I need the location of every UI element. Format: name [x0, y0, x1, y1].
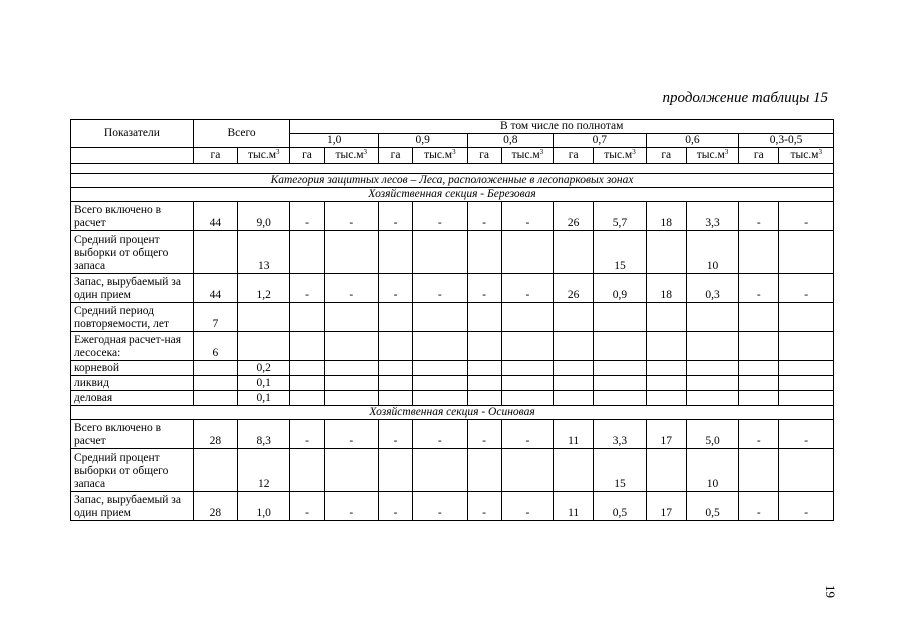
table-cell: 26 — [554, 274, 594, 303]
table-cell: 1,0 — [238, 492, 290, 521]
table-cell: - — [501, 202, 553, 231]
table-cell: 3,3 — [594, 420, 646, 449]
table-cell — [501, 391, 553, 406]
table-row — [71, 391, 834, 406]
table-cell — [413, 332, 467, 361]
table-cell — [238, 332, 290, 361]
table-cell: - — [413, 420, 467, 449]
row-label: Средний период повторяемости, лет — [71, 303, 194, 332]
table-row — [71, 492, 834, 521]
table-cell: - — [779, 420, 834, 449]
unit-volume-superscript: 3 — [275, 148, 280, 156]
table-cell — [739, 332, 779, 361]
row-label: Средний процент выборки от общего запаса — [71, 231, 194, 274]
table-cell — [193, 231, 237, 274]
table-cell: - — [324, 420, 378, 449]
table-cell — [554, 231, 594, 274]
table-cell — [413, 231, 467, 274]
table-cell — [594, 303, 646, 332]
table-cell — [739, 361, 779, 376]
table-cell — [467, 303, 501, 332]
table-cell: 0,5 — [594, 492, 646, 521]
table-cell: 17 — [646, 420, 686, 449]
table-cell — [501, 303, 553, 332]
table-cell: 15 — [594, 231, 646, 274]
table-cell — [554, 376, 594, 391]
header-breakdown: В том числе по полнотам — [290, 120, 834, 134]
header-unit-ha: га — [467, 148, 501, 164]
table-cell — [686, 361, 738, 376]
header-unit-ha: га — [378, 148, 412, 164]
table-cell — [324, 231, 378, 274]
table-row — [71, 231, 834, 274]
data-table — [70, 119, 834, 521]
table-cell: 1,2 — [238, 274, 290, 303]
table-cell — [646, 231, 686, 274]
spacer-row — [71, 164, 834, 174]
table-cell — [554, 449, 594, 492]
table-cell: - — [290, 492, 324, 521]
section-title: Хозяйственная секция - Березовая — [71, 188, 834, 202]
table-cell — [779, 449, 834, 492]
table-cell — [594, 332, 646, 361]
table-cell: - — [779, 274, 834, 303]
unit-volume-text: тыс.м — [696, 149, 725, 161]
table-cell: - — [378, 420, 412, 449]
header-unit-ha: га — [193, 148, 237, 164]
table-cell — [290, 391, 324, 406]
table-cell: - — [467, 202, 501, 231]
table-cell: - — [739, 420, 779, 449]
row-label: Запас, вырубаемый за один прием — [71, 492, 194, 521]
unit-volume-text: тыс.м — [511, 149, 540, 161]
table-cell — [686, 391, 738, 406]
table-cell — [467, 231, 501, 274]
table-cell — [378, 449, 412, 492]
header-density-group: 0,6 — [646, 134, 739, 148]
header-unit-ha: га — [290, 148, 324, 164]
table-cell: 11 — [554, 420, 594, 449]
table-cell — [646, 449, 686, 492]
header-total: Всего — [193, 120, 290, 148]
table-cell: 17 — [646, 492, 686, 521]
unit-volume-text: тыс.м — [790, 149, 819, 161]
table-cell: 0,5 — [686, 492, 738, 521]
unit-volume-superscript: 3 — [724, 148, 729, 156]
table-cell: - — [467, 492, 501, 521]
table-cell: - — [467, 420, 501, 449]
table-cell: - — [501, 420, 553, 449]
table-cell — [378, 231, 412, 274]
table-cell: 15 — [594, 449, 646, 492]
table-cell — [193, 376, 237, 391]
table-cell: - — [324, 274, 378, 303]
table-cell — [646, 303, 686, 332]
header-unit-volume — [324, 148, 378, 164]
table-cell — [378, 376, 412, 391]
table-cell — [779, 391, 834, 406]
table-cell: - — [739, 202, 779, 231]
table-cell: 10 — [686, 231, 738, 274]
table-cell: - — [779, 492, 834, 521]
table-cell: 18 — [646, 274, 686, 303]
table-cell: - — [324, 492, 378, 521]
table-cell: 0,3 — [686, 274, 738, 303]
table-cell — [413, 449, 467, 492]
table-cell — [324, 376, 378, 391]
table-row — [71, 274, 834, 303]
table-cell: 28 — [193, 492, 237, 521]
table-cell — [413, 303, 467, 332]
table-cell: - — [413, 274, 467, 303]
table-cell — [413, 391, 467, 406]
table-caption: продолжение таблицы 15 — [662, 90, 828, 106]
table-cell: - — [413, 202, 467, 231]
unit-volume-superscript: 3 — [818, 148, 822, 156]
table-cell — [378, 361, 412, 376]
header-unit-volume — [238, 148, 290, 164]
table-cell — [501, 332, 553, 361]
table-cell: 18 — [646, 202, 686, 231]
table-cell — [467, 376, 501, 391]
table-row — [71, 303, 834, 332]
table-row — [71, 420, 834, 449]
unit-volume-text: тыс.м — [335, 149, 364, 161]
table-cell — [324, 303, 378, 332]
row-label: Ежегодная расчет-ная лесосека: — [71, 332, 194, 361]
table-cell: - — [501, 492, 553, 521]
page-number: 19 — [823, 585, 838, 598]
table-row — [71, 449, 834, 492]
header-unit-ha: га — [646, 148, 686, 164]
table-cell: 8,3 — [238, 420, 290, 449]
table-cell: - — [378, 492, 412, 521]
table-cell: 3,3 — [686, 202, 738, 231]
header-empty-cell — [71, 148, 194, 164]
table-cell: 28 — [193, 420, 237, 449]
table-cell — [554, 303, 594, 332]
table-cell — [193, 361, 237, 376]
table-cell — [290, 449, 324, 492]
table-cell: 12 — [238, 449, 290, 492]
table-cell — [501, 231, 553, 274]
table-cell — [413, 376, 467, 391]
header-unit-volume — [501, 148, 553, 164]
table-cell — [324, 391, 378, 406]
table-cell — [739, 391, 779, 406]
unit-volume-superscript: 3 — [363, 148, 368, 156]
table-cell — [554, 391, 594, 406]
header-density-group: 0,8 — [467, 134, 554, 148]
table-cell — [554, 332, 594, 361]
table-cell — [467, 449, 501, 492]
unit-volume-superscript: 3 — [632, 148, 636, 156]
table-cell — [324, 361, 378, 376]
table-cell — [378, 332, 412, 361]
row-label: Всего включено в расчет — [71, 420, 194, 449]
table-cell: 9,0 — [238, 202, 290, 231]
table-cell — [779, 361, 834, 376]
header-density-group: 1,0 — [290, 134, 379, 148]
unit-volume-superscript: 3 — [539, 148, 544, 156]
table-cell — [779, 303, 834, 332]
table-row — [71, 361, 834, 376]
table-cell: 44 — [193, 274, 237, 303]
unit-volume-superscript: 3 — [452, 148, 456, 156]
table-cell: 5,7 — [594, 202, 646, 231]
table-cell: - — [779, 202, 834, 231]
table-cell — [594, 361, 646, 376]
table-cell — [238, 303, 290, 332]
table-cell: - — [324, 202, 378, 231]
section-title: Хозяйственная секция - Осиновая — [71, 406, 834, 420]
table-cell: 5,0 — [686, 420, 738, 449]
row-label: деловая — [71, 391, 194, 406]
header-density-group: 0,7 — [554, 134, 647, 148]
table-cell — [501, 449, 553, 492]
header-unit-volume — [594, 148, 646, 164]
table-cell: 0,1 — [238, 376, 290, 391]
table-cell: - — [413, 492, 467, 521]
table-cell: - — [501, 274, 553, 303]
table-cell: 11 — [554, 492, 594, 521]
table-cell — [594, 376, 646, 391]
table-cell: 10 — [686, 449, 738, 492]
table-cell — [686, 303, 738, 332]
table-row — [71, 376, 834, 391]
table-cell — [739, 376, 779, 391]
table-cell: - — [290, 274, 324, 303]
table-cell — [646, 361, 686, 376]
header-indicators: Показатели — [71, 120, 194, 148]
table-cell — [646, 391, 686, 406]
table-cell: - — [290, 202, 324, 231]
header-unit-volume — [413, 148, 467, 164]
row-label: Средний процент выборки от общего запаса — [71, 449, 194, 492]
table-cell: 0,9 — [594, 274, 646, 303]
table-cell — [193, 391, 237, 406]
table-cell — [594, 391, 646, 406]
header-unit-volume — [779, 148, 834, 164]
row-label: Всего включено в расчет — [71, 202, 194, 231]
table-cell: 6 — [193, 332, 237, 361]
table-cell — [739, 231, 779, 274]
table-cell — [739, 303, 779, 332]
table-cell — [378, 391, 412, 406]
header-density-group: 0,9 — [378, 134, 467, 148]
table-row — [71, 332, 834, 361]
table-cell — [378, 303, 412, 332]
unit-volume-text: тыс.м — [247, 149, 276, 161]
table-cell — [467, 391, 501, 406]
table-cell — [193, 449, 237, 492]
unit-volume-text: тыс.м — [424, 149, 453, 161]
table-cell: - — [378, 274, 412, 303]
table-cell: - — [739, 274, 779, 303]
table-cell — [413, 361, 467, 376]
table-cell: - — [739, 492, 779, 521]
table-cell — [467, 361, 501, 376]
table-cell: 44 — [193, 202, 237, 231]
category-title: Категория защитных лесов – Леса, расположенные в лесопарковых зонах — [71, 174, 834, 188]
table-cell — [290, 376, 324, 391]
row-label: корневой — [71, 361, 194, 376]
header-unit-ha: га — [739, 148, 779, 164]
table-cell — [290, 231, 324, 274]
table-cell — [501, 376, 553, 391]
table-cell — [646, 376, 686, 391]
table-cell: 0,1 — [238, 391, 290, 406]
header-unit-volume — [686, 148, 738, 164]
header-unit-ha: га — [554, 148, 594, 164]
table-cell — [646, 332, 686, 361]
header-density-group: 0,3-0,5 — [739, 134, 834, 148]
table-cell: - — [467, 274, 501, 303]
table-cell — [686, 376, 738, 391]
table-row — [71, 202, 834, 231]
row-label: ликвид — [71, 376, 194, 391]
table-cell — [554, 361, 594, 376]
table-cell — [779, 332, 834, 361]
table-cell: 7 — [193, 303, 237, 332]
table-cell — [739, 449, 779, 492]
table-cell — [686, 332, 738, 361]
table-cell: 13 — [238, 231, 290, 274]
table-cell: - — [378, 202, 412, 231]
table-cell — [501, 361, 553, 376]
table-cell — [290, 332, 324, 361]
table-cell — [290, 361, 324, 376]
table-cell — [290, 303, 324, 332]
table-cell — [324, 449, 378, 492]
table-cell: - — [290, 420, 324, 449]
table-cell: 0,2 — [238, 361, 290, 376]
unit-volume-text: тыс.м — [604, 149, 633, 161]
table-cell — [779, 231, 834, 274]
table-cell — [324, 332, 378, 361]
row-label: Запас, вырубаемый за один прием — [71, 274, 194, 303]
table-cell — [467, 332, 501, 361]
table-cell: 26 — [554, 202, 594, 231]
table-cell — [779, 376, 834, 391]
